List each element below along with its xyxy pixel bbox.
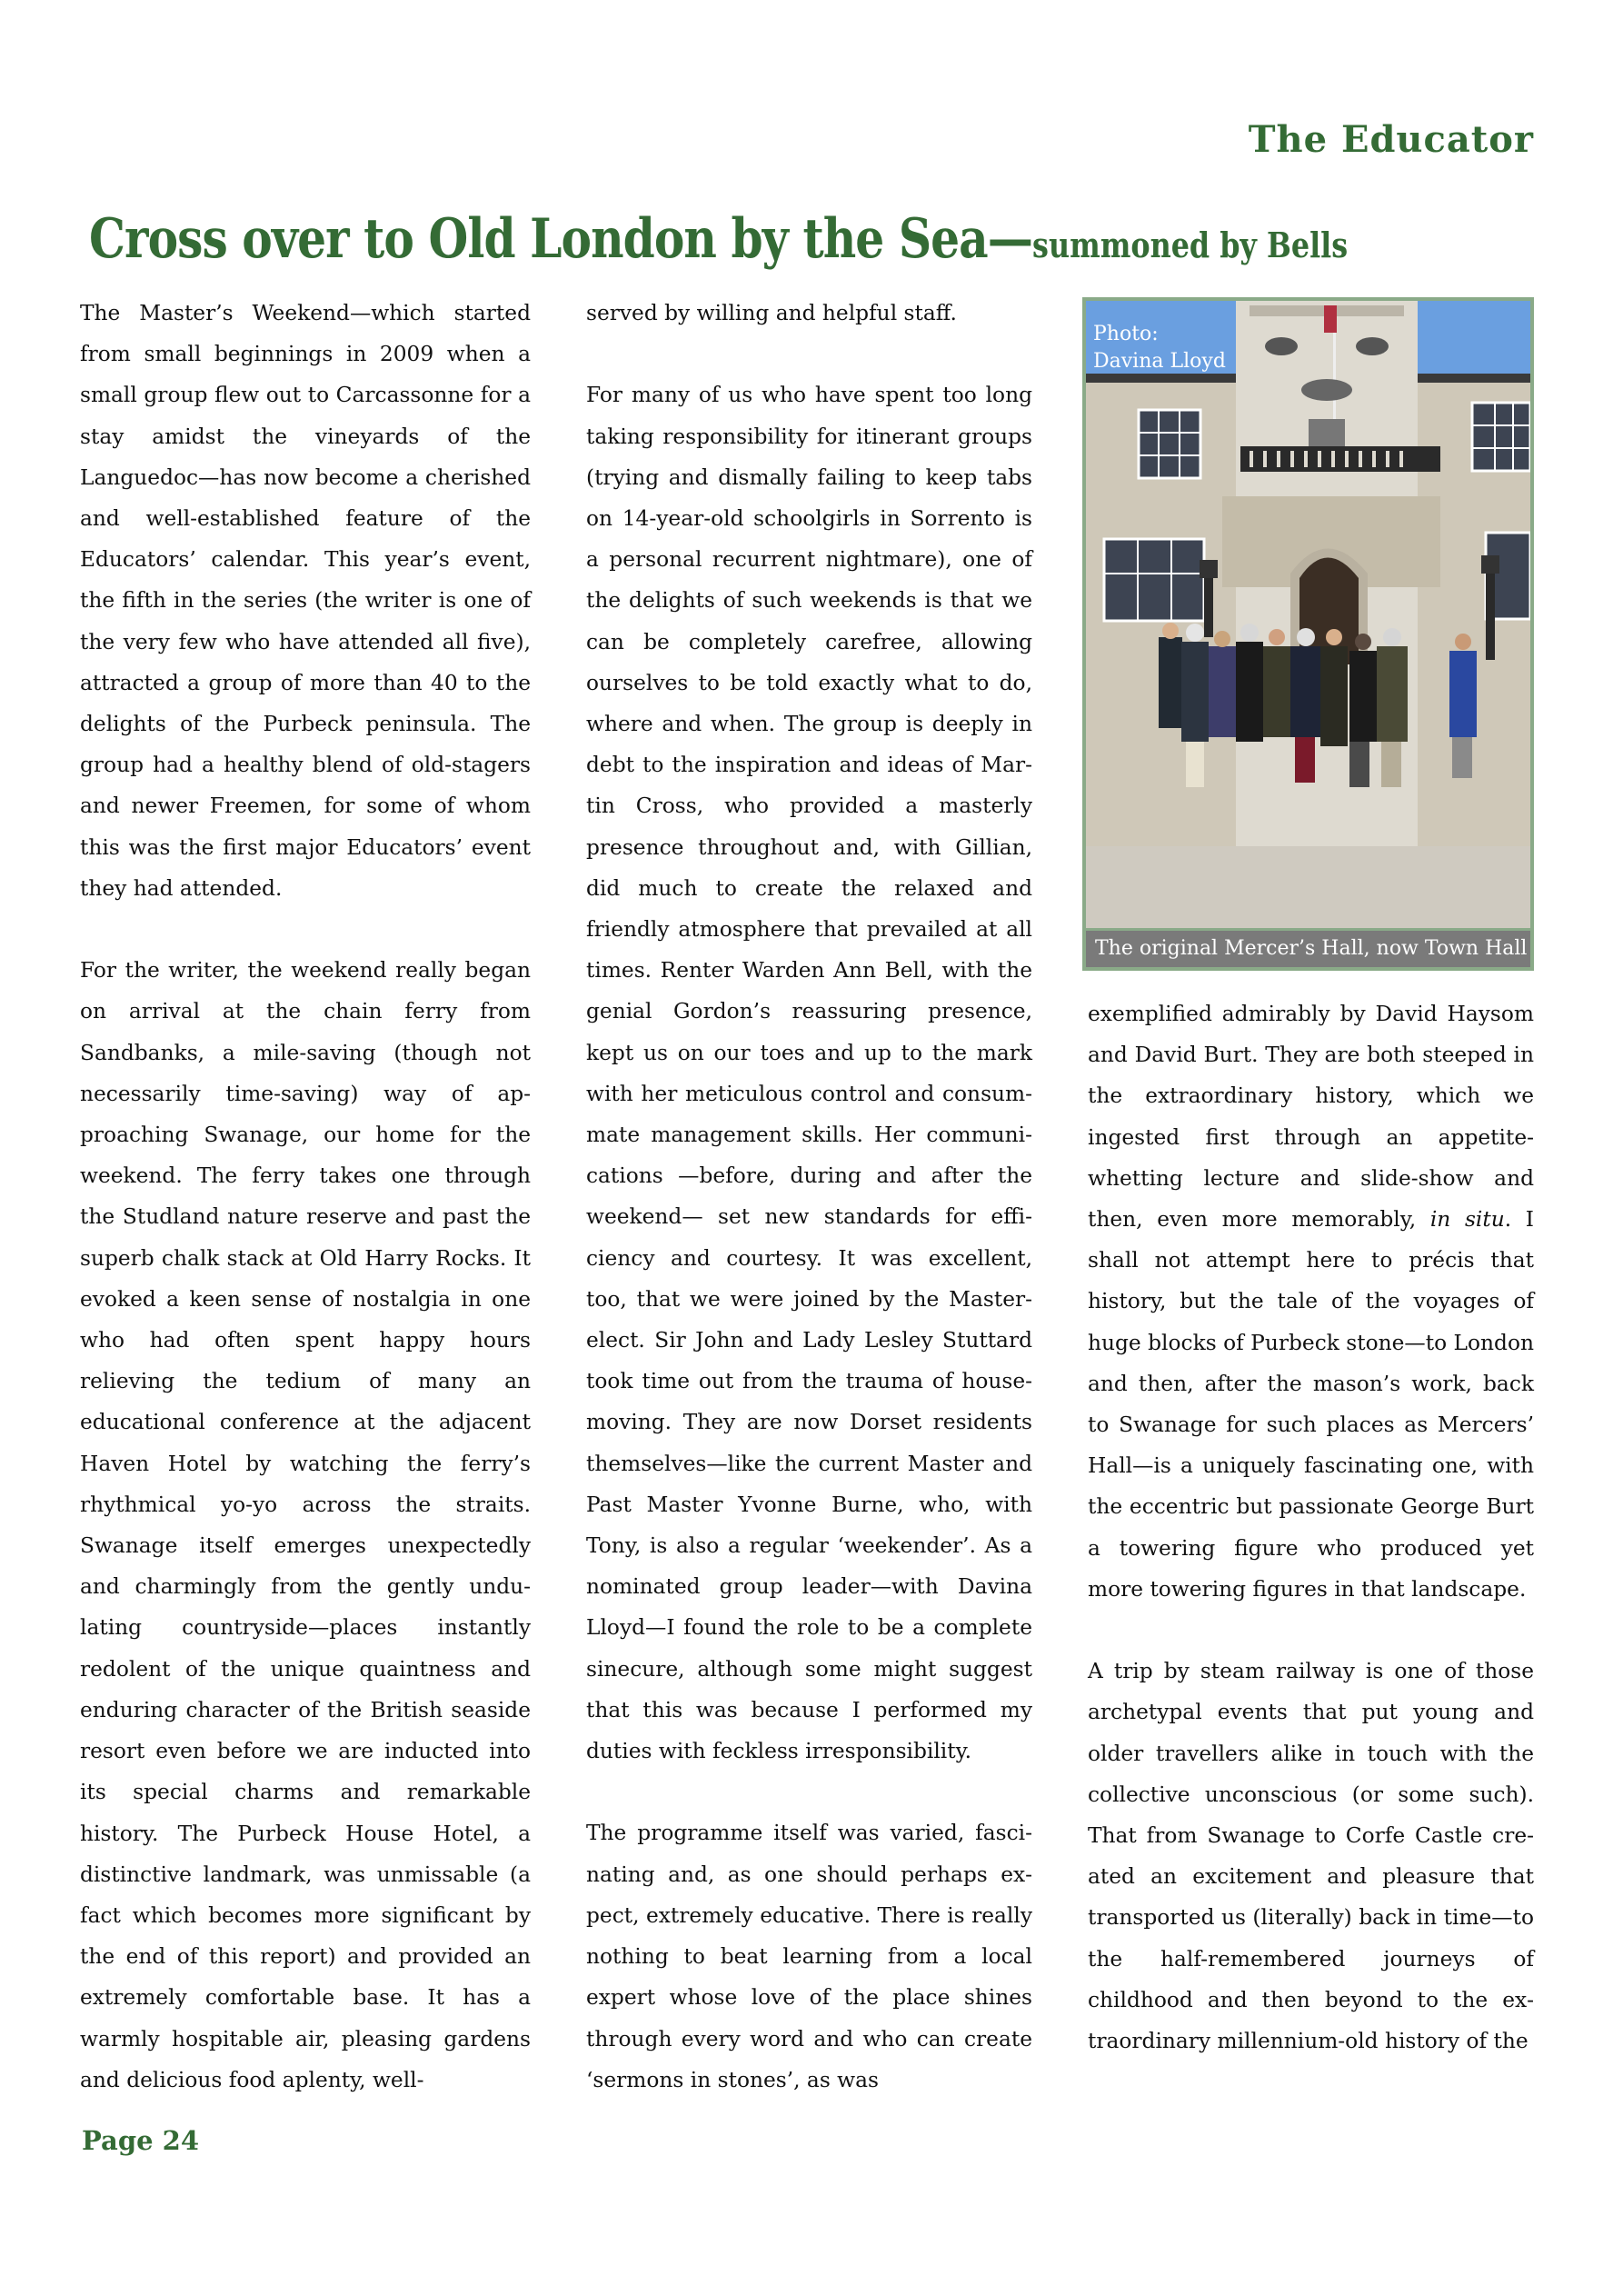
publication-masthead: The Educator bbox=[1248, 118, 1534, 161]
article-column-2 bbox=[586, 293, 1032, 2101]
page-number: Page 24 bbox=[82, 2125, 199, 2156]
photo-credit-label: Photo: bbox=[1093, 323, 1159, 345]
headline-subtitle: summoned by Bells bbox=[1032, 225, 1349, 265]
photo-credit-name: Davina Lloyd bbox=[1093, 350, 1226, 373]
paragraph bbox=[1088, 993, 1534, 1610]
paragraph: The Master’s Weekend—which started from small beginnings in 2009 when a small group flew out to Carcassonne for a stay amidst the vineyards of the Languedoc—has now become a cherished and well-established feature of the Educators’ calendar. This year’s event, the fifth in the series (the writer is one of the very few who have attended all five), attracted a group of more than 40 to the delights of the Purbeck peninsula. The group had a healthy blend of old-stagers and newer Freemen, for some of whom this was the first major Educators’ event they had attended. bbox=[80, 301, 531, 901]
paragraph: served by willing and helpful staff. bbox=[586, 301, 957, 325]
town-hall-photo bbox=[1082, 297, 1534, 971]
photo-illustration bbox=[1086, 301, 1530, 967]
article-column-3 bbox=[1088, 993, 1534, 2061]
paragraph: For many of us who have spent too long taking responsibility for itinerant groups (trying and dismally failing to keep tabs on 14-year-old schoolgirls in Sorrento is a personal recurrent nightmare), one of the delights of such weekends is that we can be completely carefree, allowing ourselves to be told exactly what to do, where and when. The group is deeply in debt to the inspiration and ideas of Martin Cross, who provided a masterly presence throughout and, with Gillian, did much to create the relaxed and friendly atmosphere that prevailed at all times. Renter Warden Ann Bell, with the genial Gordon’s reassuring presence, kept us on our toes and up to the mark with her meticulous control and consummate management skills. Her communications —before, during and after the weekend— set new standards for efficiency and courtesy. It was excellent, too, that we were joined by the Master-elect. Sir John and Lady Lesley Stuttard took time out from the trauma of house-moving. They are now Dorset residents themselves—like the current Master and Past Master Yvonne Burne, who, with Tony, is also a regular ‘weekender’. As a nominated group leader—with Davina Lloyd—I found the role to be a complete sinecure, although some might suggest that this was because I performed my duties with feckless irresponsibility. bbox=[586, 383, 1032, 1764]
photo-credit bbox=[1093, 321, 1226, 375]
photo-caption: The original Mercer’s Hall, now Town Hall bbox=[1086, 928, 1530, 967]
paragraph: The programme itself was varied, fascinating and, as one should perhaps expect, extremely educative. There is really nothing to beat learning from a local expert whose love of the place shines through every word and who can create ‘sermons in stones’, as was bbox=[586, 1821, 1032, 2092]
headline-main: Cross over to Old London by the Sea— bbox=[89, 207, 1033, 271]
paragraph: A trip by steam railway is one of those archetypal events that put young and older travellers alike in touch with the collective unconscious (or some such). That from Swanage to Corfe Castle created an excitement and pleasure that transported us (literally) back in time—to the half-remembered journeys of childhood and then beyond to the extraordinary millennium-old history of the bbox=[1088, 1659, 1534, 2054]
paragraph-text: exemplified admirably by David Haysom and David Burt. They are both steeped in the extraordinary history, which we ingested first through an appetite-whetting lecture and slide-show and then, even more memorably, bbox=[1088, 1002, 1534, 1233]
paragraph-text: . I shall not attempt here to précis that history, but the tale of the voyages of huge blocks of Purbeck stone—to London and then, after the mason’s work, back to Swanage for such places as Mercers’ Hall—is a uniquely fascinating one, with the eccentric but passionate George Burt a towering figure who produced yet more towering figures in that landscape. bbox=[1088, 1207, 1535, 1602]
article-headline bbox=[89, 207, 1459, 271]
italic-phrase: in situ bbox=[1429, 1207, 1505, 1233]
paragraph: For the writer, the weekend really began on arrival at the chain ferry from Sandbanks, a mile-saving (though not necessarily time-saving) way of approaching Swanage, our home for the weekend. The ferry takes one through the Studland nature reserve and past the superb chalk stack at Old Harry Rocks. It evoked a keen sense of nostalgia in one who had often spent happy hours relieving the tedium of many an educational conference at the adjacent Haven Hotel by watching the ferry’s rhythmical yo-yo across the straits. Swanage itself emerges unexpectedly and charmingly from the gently undulating countryside—places instantly redolent of the unique quaintness and enduring character of the British seaside resort even before we are inducted into its special charms and remarkable history. The Purbeck House Hotel, a distinctive landmark, was unmissable (a fact which becomes more significant by the end of this report) and provided an extremely comfortable base. It has a warmly hospitable air, pleasing gardens and delicious food aplenty, well- bbox=[80, 958, 531, 2092]
article-column-1 bbox=[80, 293, 531, 2101]
